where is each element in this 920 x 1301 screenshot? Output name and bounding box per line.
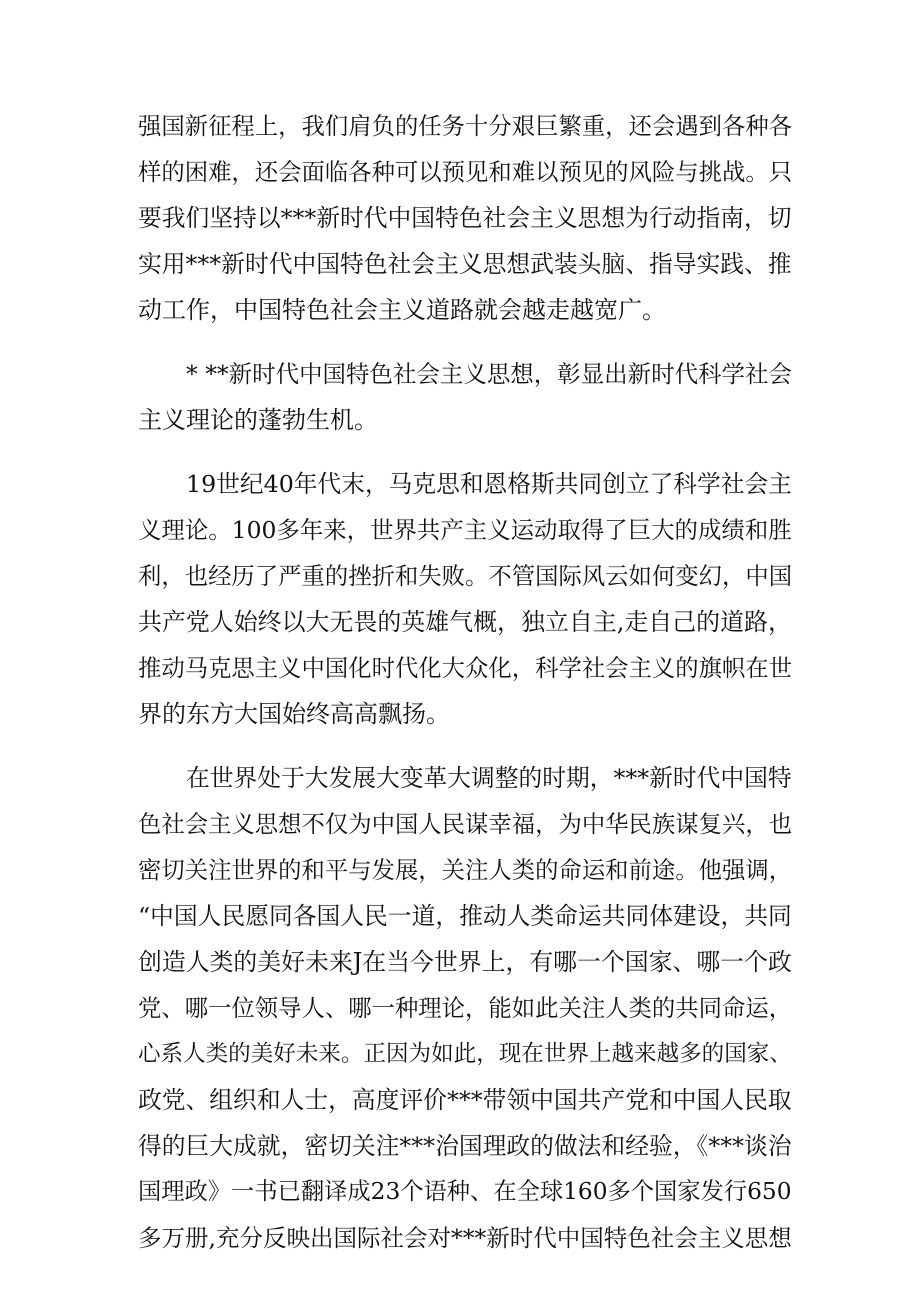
paragraph-2-line-2: 主义理论的蓬勃生机。 xyxy=(138,406,378,434)
paragraph-3-line-3: 利，也经历了严重的挫折和失败。不管国际风云如何变幻，中国 xyxy=(138,562,793,590)
paragraph-1-line-1: 强国新征程上，我们肩负的任务十分艰巨繁重，还会遇到各种各 xyxy=(138,112,793,140)
paragraph-4-line-3: 密切关注世界的和平与发展，关注人类的命运和前途。他强调， xyxy=(138,856,793,884)
paragraph-4-line-8: 政党、组织和人士，高度评价***带领中国共产党和中国人民取 xyxy=(138,1086,792,1114)
paragraph-1-line-4: 实用***新时代中国特色社会主义思想武装头脑、指导实践、推 xyxy=(138,250,792,278)
paragraph-3-line-6: 界的东方大国始终高高飘扬。 xyxy=(138,700,450,728)
paragraph-1-line-3: 要我们坚持以***新时代中国特色社会主义思想为行动指南，切 xyxy=(138,204,792,232)
paragraph-4-line-9: 得的巨大成就，密切关注***治国理政的做法和经验，《***谈治 xyxy=(138,1132,792,1160)
paragraph-4-line-7: 心系人类的美好未来。正因为如此，现在世界上越来越多的国家、 xyxy=(138,1041,792,1067)
paragraph-4-line-11: 多万册,充分反映出国际社会对***新时代中国特色社会主义思想 xyxy=(138,1224,792,1252)
paragraph-4-line-1: 在世界处于大发展大变革大调整的时期，***新时代中国特 xyxy=(186,764,792,792)
paragraph-3-line-1: 19世纪40年代末，马克思和恩格斯共同创立了科学社会主 xyxy=(186,470,792,498)
paragraph-4-line-2: 色社会主义思想不仅为中国人民谋幸福，为中华民族谋复兴，也 xyxy=(138,810,793,838)
paragraph-3-line-2: 义理论。100多年来，世界共产主义运动取得了巨大的成绩和胜 xyxy=(138,516,792,544)
paragraph-2-line-1: * **新时代中国特色社会主义思想，彰显出新时代科学社会 xyxy=(186,360,792,388)
paragraph-3-line-4: 共产党人始终以大无畏的英雄气概，独立自主,走自己的道路， xyxy=(138,608,792,636)
paragraph-4-line-4: “中国人民愿同各国人民一道，推动人类命运共同体建设，共同 xyxy=(138,902,792,930)
paragraph-4-line-10: 国理政》一书已翻译成23个语种、在全球160多个国家发行650 xyxy=(138,1178,792,1205)
paragraph-4-line-6: 党、哪一位领导人、哪一种理论，能如此关注人类的共同命运， xyxy=(138,994,793,1022)
paragraph-3-line-5: 推动马克思主义中国化时代化大众化，科学社会主义的旗帜在世 xyxy=(138,654,793,682)
paragraph-1-line-2: 样的困难，还会面临各种可以预见和难以预见的风险与挑战。只 xyxy=(138,158,793,186)
paragraph-4-line-5: 创造人类的美好未来J在当今世界上，有哪一个国家、哪一个政 xyxy=(138,948,792,976)
paragraph-1-line-5: 动工作，中国特色社会主义道路就会越走越宽广。 xyxy=(138,296,666,324)
